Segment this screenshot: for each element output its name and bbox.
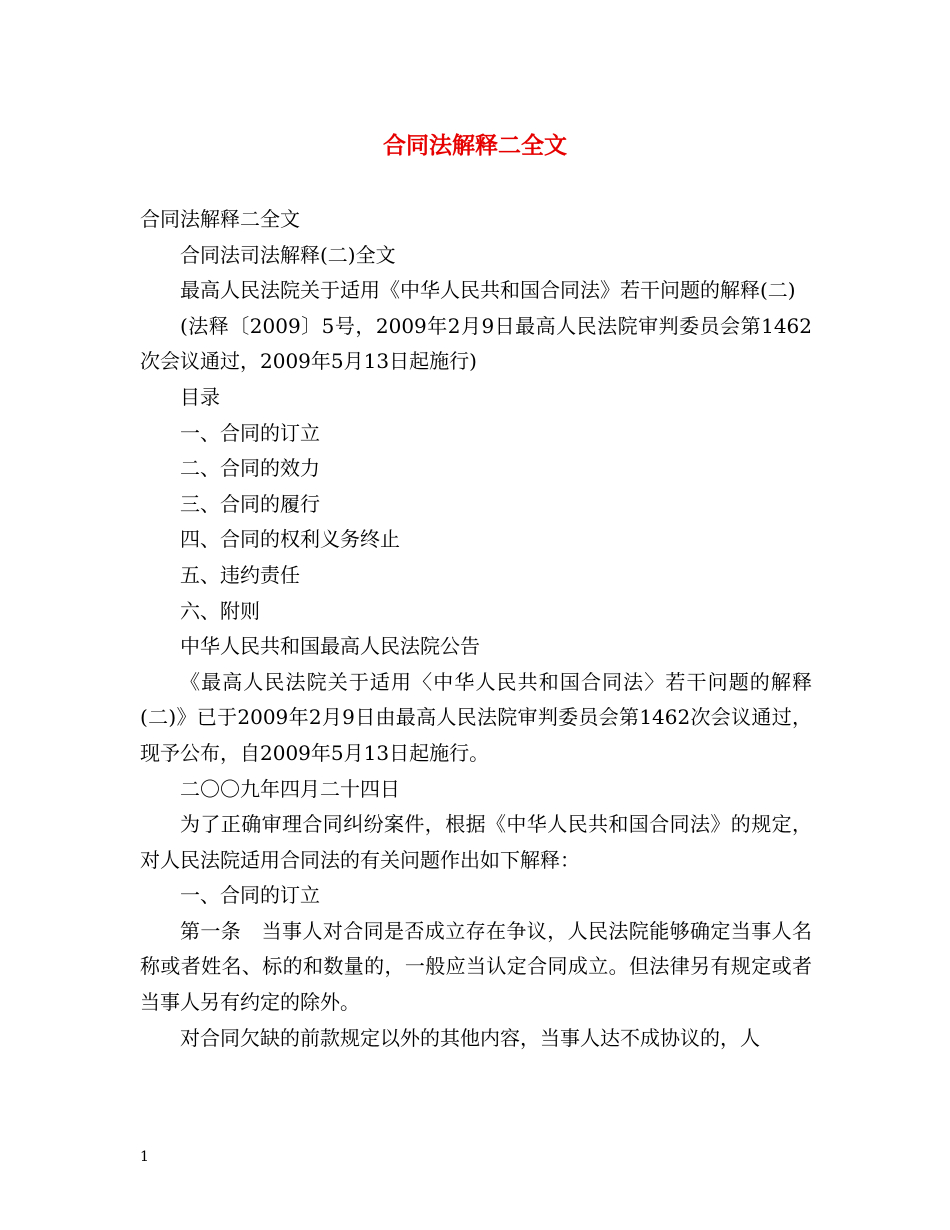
paragraph: 中华人民共和国最高人民法院公告: [180, 634, 480, 659]
paragraph: (法释〔2009〕5号，2009年2月9日最高人民法院审判委员会第1462次会议通过，2009年5月13日起施行): [140, 313, 812, 374]
paragraph: 二、合同的效力: [180, 456, 320, 481]
paragraph: 二〇〇九年四月二十四日: [180, 776, 400, 801]
paragraph: 六、附则: [180, 598, 260, 623]
paragraph: 《最高人民法院关于适用〈中华人民共和国合同法〉若干问题的解释(二)》已于2009年2月9日由最高人民法院审判委员会第1462次会议通过，现予公布，自2009年5月13日起施行。: [140, 669, 812, 765]
paragraph: 第一条 当事人对合同是否成立存在争议，人民法院能够确定当事人名称或者姓名、标的和数量的，一般应当认定合同成立。但法律另有规定或者当事人另有约定的除外。: [140, 918, 812, 1015]
page-number: 1: [140, 1149, 149, 1165]
paragraph: 三、合同的履行: [180, 491, 320, 516]
document-title: 合同法解释二全文: [383, 132, 567, 159]
document-body: [140, 202, 812, 1056]
paragraph: 合同法司法解释(二)全文: [180, 242, 396, 267]
paragraph: 为了正确审理合同纠纷案件，根据《中华人民共和国合同法》的规定，对人民法院适用合同法的有关问题作出如下解释：: [140, 812, 812, 872]
paragraph: 对合同欠缺的前款规定以外的其他内容，当事人达不成协议的，人: [180, 1025, 760, 1050]
paragraph: 一、合同的订立: [180, 883, 320, 908]
paragraph: 最高人民法院关于适用《中华人民共和国合同法》若干问题的解释(二): [180, 278, 796, 303]
paragraph: 合同法解释二全文: [140, 207, 300, 231]
paragraph: 目录: [180, 384, 220, 409]
paragraph: 四、合同的权利义务终止: [180, 527, 400, 552]
paragraph: 一、合同的订立: [180, 420, 320, 445]
paragraph: 五、违约责任: [180, 562, 300, 587]
